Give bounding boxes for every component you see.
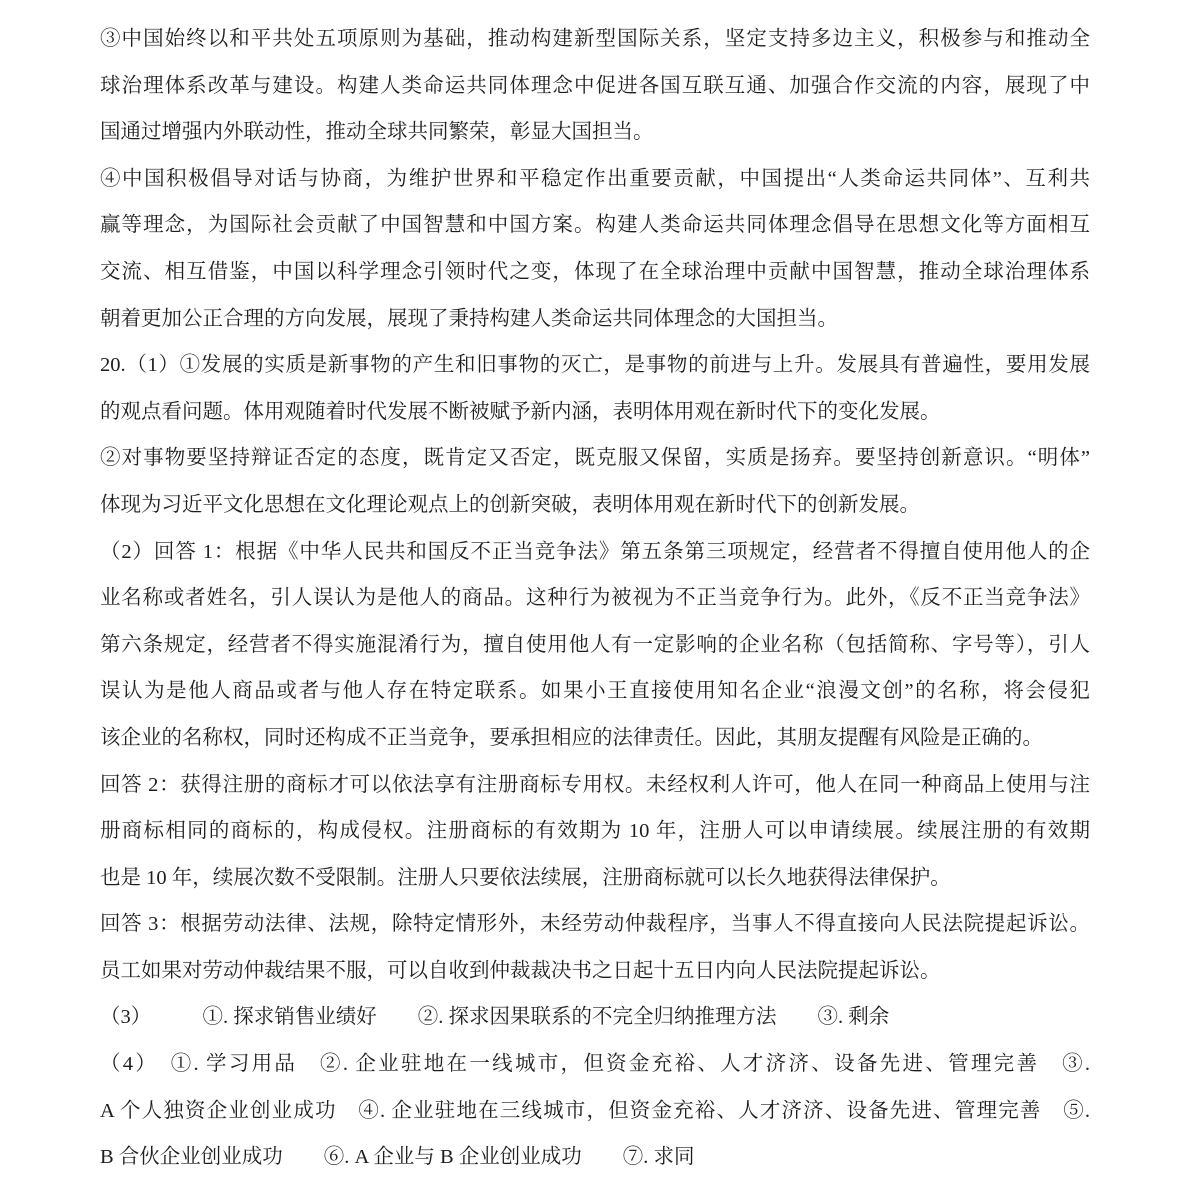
- answer-20-1-point-2: [100, 435, 1090, 528]
- text-line: 交流、相互借鉴，中国以科学理念引领时代之变，体现了在全球治理中贡献中国智慧，推动全球治理体系: [100, 260, 1090, 283]
- answer-point-4: [100, 156, 1090, 342]
- text-line: B 合伙企业创业成功 ⑥. A 企业与 B 企业创业成功 ⑦. 求同: [100, 1146, 695, 1169]
- text-line: （2）回答 1：根据《中华人民共和国反不正当竞争法》第五条第三项规定，经营者不得擅自使用他人的企: [100, 540, 1090, 563]
- text-line: 员工如果对劳动仲裁结果不服，可以自收到仲裁裁决书之日起十五日内向人民法院提起诉讼。: [100, 959, 941, 982]
- text-line: 回答 2：获得注册的商标才可以依法享有注册商标专用权。未经权利人许可，他人在同一种商品上使用与注: [100, 773, 1090, 796]
- text-line: 体现为习近平文化思想在文化理论观点上的创新突破，表明体用观在新时代下的创新发展。: [100, 493, 920, 516]
- text-line: ④中国积极倡导对话与协商，为维护世界和平稳定作出重要贡献，中国提出“人类命运共同体”、互利共: [100, 167, 1090, 190]
- text-line: 的观点看问题。体用观随着时代发展不断被赋予新内涵，表明体用观在新时代下的变化发展。: [100, 400, 941, 423]
- text-line: 业名称或者姓名，引人误认为是他人的商品。这种行为被视为不正当竞争行为。此外，《反不正当竞争法》: [100, 587, 1090, 610]
- text-line: （3） ①. 探求销售业绩好 ②. 探求因果联系的不完全归纳推理方法 ③. 剩余: [100, 1006, 890, 1029]
- text-line: 册商标相同的商标的，构成侵权。注册商标的有效期为 10 年，注册人可以申请续展。续展注册的有效期: [100, 820, 1090, 843]
- text-line: 该企业的名称权，同时还构成不正当竞争，要承担相应的法律责任。因此，其朋友提醒有风险是正确的。: [100, 726, 1043, 749]
- text-line: 朝着更加公正合理的方向发展，展现了秉持构建人类命运共同体理念的大国担当。: [100, 307, 838, 330]
- text-line: ③中国始终以和平共处五项原则为基础，推动构建新型国际关系，坚定支持多边主义，积极参与和推动全: [100, 28, 1090, 50]
- answer-20-4: [100, 1041, 1090, 1181]
- text-line: 回答 3：根据劳动法律、法规，除特定情形外，未经劳动仲裁程序，当事人不得直接向人民法院提起诉讼。: [100, 913, 1090, 936]
- document-body: [100, 16, 1090, 1181]
- text-line: 第六条规定，经营者不得实施混淆行为，擅自使用他人有一定影响的企业名称（包括简称、字号等），引人: [100, 633, 1090, 656]
- text-line: 赢等理念，为国际社会贡献了中国智慧和中国方案。构建人类命运共同体理念倡导在思想文化等方面相互: [100, 214, 1090, 237]
- text-line: 20.（1）①发展的实质是新事物的产生和旧事物的灭亡，是事物的前进与上升。发展具有普遍性，要用发展: [100, 354, 1090, 377]
- text-line: ②对事物要坚持辩证否定的态度，既肯定又否定，既克服又保留，实质是扬弃。要坚持创新意识。“明体”: [100, 447, 1090, 470]
- text-line: 球治理体系改革与建设。构建人类命运共同体理念中促进各国互联互通、加强合作交流的内容，展现了中: [100, 74, 1090, 97]
- answer-20-2-reply-3: [100, 901, 1090, 994]
- text-line: A 个人独资企业创业成功 ④. 企业驻地在三线城市，但资金充裕、人才济济、设备先进、管理完善 ⑤.: [100, 1099, 1090, 1122]
- text-line: 也是 10 年，续展次数不受限制。注册人只要依法续展，注册商标就可以长久地获得法律保护。: [100, 866, 951, 889]
- text-line: 国通过增强内外联动性，推动全球共同繁荣，彰显大国担当。: [100, 121, 654, 144]
- answer-20-2-reply-2: [100, 762, 1090, 902]
- answer-20-1-point-1: [100, 342, 1090, 435]
- answer-20-2-reply-1: [100, 529, 1090, 762]
- text-line: （4） ①. 学习用品 ②. 企业驻地在一线城市，但资金充裕、人才济济、设备先进、管理完善 ③.: [100, 1053, 1090, 1076]
- text-line: 误认为是他人商品或者与他人存在特定联系。如果小王直接使用知名企业“浪漫文创”的名称，将会侵犯: [100, 680, 1090, 703]
- answer-point-3: [100, 16, 1090, 156]
- answer-20-3: [100, 994, 1090, 1041]
